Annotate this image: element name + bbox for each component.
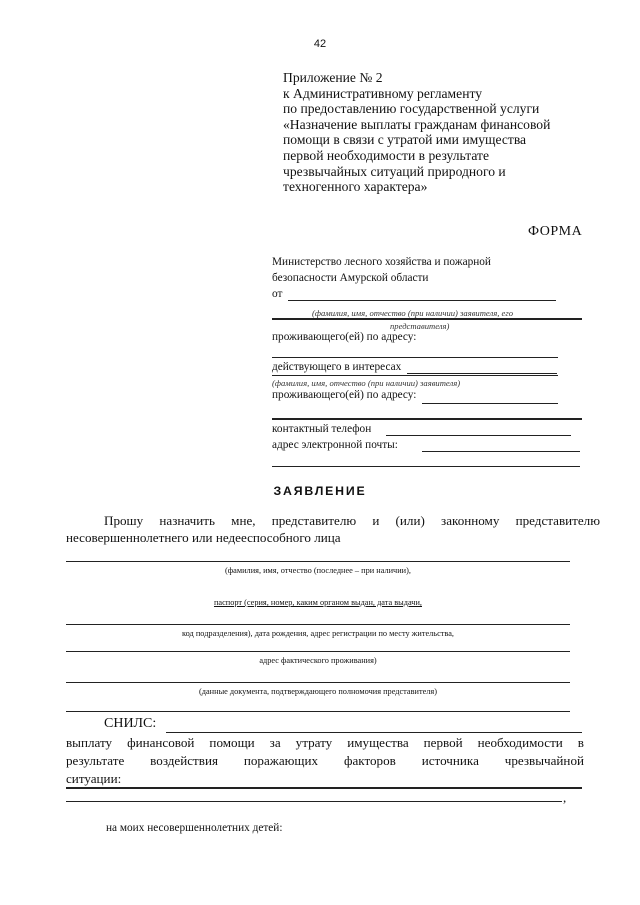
appendix-line: техногенного характера» — [283, 179, 428, 195]
acting-label: действующего в интересах — [272, 361, 402, 373]
appendix-line: «Назначение выплаты гражданам финансовой — [283, 116, 551, 132]
snils-label: СНИЛС: — [104, 716, 157, 731]
appendix-line: помощи в связи с утратой ими имущества — [283, 132, 527, 148]
representative-doc-field[interactable] — [66, 711, 570, 712]
email-label: адрес электронной почты: — [272, 439, 398, 451]
appendix-line: Приложение № 2 — [283, 70, 383, 85]
fio-field[interactable] — [66, 561, 570, 562]
caption-code: код подразделения), дата рождения, адрес регистрации по месту жительства, — [182, 629, 454, 638]
page-number: 42 — [313, 38, 327, 50]
residing-label: проживающего(ей) по адресу: — [272, 331, 417, 343]
situation-field[interactable] — [66, 787, 582, 789]
appendix-line: первой необходимости в результате — [283, 147, 489, 163]
line-end-comma: , — [563, 790, 567, 805]
caption-representative-doc: (данные документа, подтверждающего полномочия представителя) — [199, 687, 437, 696]
appendix-line: к Административному регламенту — [283, 85, 483, 101]
from-label: от — [272, 288, 283, 300]
request-line-2: несовершеннолетнего или недееспособного лица — [66, 530, 341, 545]
passport-field[interactable] — [66, 624, 570, 625]
applicant-hint-1: (фамилия, имя, отчество (при наличии) заявителя, его — [312, 308, 514, 318]
children-label: на моих несовершеннолетних детей: — [106, 822, 283, 834]
request-line-1: Прошу назначить мне, представителю и (или) законному представителю — [104, 513, 600, 528]
registration-field[interactable] — [66, 651, 570, 652]
applicant-hint-2: представителя) — [390, 321, 450, 331]
actual-address-field[interactable] — [66, 682, 570, 683]
payment-line-3: ситуации: — [66, 771, 122, 786]
caption-passport: паспорт (серия, номер, каким органом выдан, дата выдачи, — [213, 598, 422, 607]
phone-label: контактный телефон — [272, 423, 372, 435]
person-hint: (фамилия, имя, отчество (при наличии) заявителя) — [272, 378, 461, 388]
situation-field-2[interactable] — [66, 801, 562, 802]
document-title: ЗАЯВЛЕНИЕ — [273, 484, 367, 498]
payment-line-2: результате воздействия поражающих факторов источника чрезвычайной — [66, 753, 584, 768]
form-label: ФОРМА — [528, 224, 583, 239]
request-section — [66, 0, 600, 905]
payment-line-1: выплату финансовой помощи за утрату имущества первой необходимости в — [66, 735, 584, 750]
caption-actual-address: адрес фактического проживания) — [259, 656, 377, 665]
appendix-line: по предоставлению государственной услуги — [283, 101, 540, 117]
residing-label-2: проживающего(ей) по адресу: — [272, 389, 417, 401]
snils-field[interactable] — [166, 732, 582, 733]
ministry-line-2: безопасности Амурской области — [272, 272, 429, 284]
ministry-line-1: Министерство лесного хозяйства и пожарной — [272, 256, 491, 268]
caption-fio: (фамилия, имя, отчество (последнее – при наличии), — [225, 566, 411, 575]
appendix-line: чрезвычайных ситуаций природного и — [283, 163, 506, 179]
